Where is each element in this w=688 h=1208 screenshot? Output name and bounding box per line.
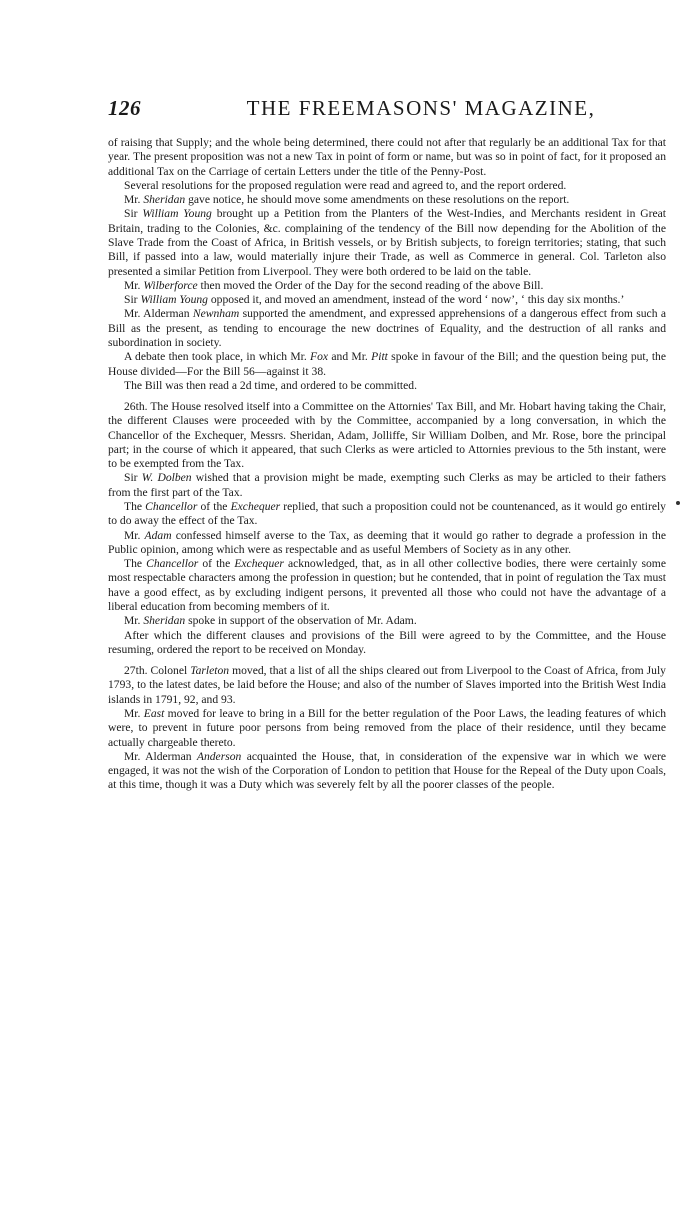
text-run: The xyxy=(124,500,146,514)
paragraph xyxy=(108,529,666,558)
article-body xyxy=(108,136,666,793)
text-run: moved for leave to bring in a Bill for the better regulation of the Poor Laws, the leading features of which were, to prevent in future poor persons from being removed from the place of their residence, until they became actually chargeable thereto. xyxy=(108,706,666,749)
text-run: Mr. xyxy=(124,706,144,720)
text-run: acknowledged, that, as in all other collective bodies, there were certainly some most respectable characters among the profession in question; but he contended, that in point of regulation the Tax must have a good effect, as by excluding indigent persons, it prevented all those who could not have the advantage of a liberal education from becoming members of it. xyxy=(108,557,666,613)
paragraph xyxy=(108,614,666,628)
text-run: The Bill was then read a 2d time, and ordered to be committed. xyxy=(124,378,417,392)
text-run: 27th. Colonel xyxy=(124,664,191,678)
text-run: Sir xyxy=(124,293,141,307)
paragraph xyxy=(108,136,666,179)
italic-name: Sheridan xyxy=(143,614,186,628)
italic-name: Exchequer xyxy=(234,557,284,571)
paragraph xyxy=(108,664,666,707)
text-run: wished that a provision might be made, exempting such Clerks as may be articled to their fathers from the first part of the Tax. xyxy=(108,471,666,499)
paragraph xyxy=(108,750,666,793)
text-run: gave notice, he should move some amendments on these resolutions on the report. xyxy=(185,193,570,207)
text-run: Mr. xyxy=(124,278,144,292)
text-run: Several resolutions for the proposed regulation were read and agreed to, and the report ordered. xyxy=(124,178,567,192)
text-run: 26th. The House resolved itself into a Committee on the Attornies' Tax Bill, and Mr. Hobart having taking the Chair, the different Clauses were proceeded with by the Committee, accompanied by a long conversation, in which the Chancellor of the Exchequer, Messrs. Sheridan, Adam, Jolliffe, Sir William Dolben, and Mr. Rose, bore the principal part; in the course of which it appeared, that such Clerks as were articled to Attornies previous to the 5th instant, were to be exempted from the Tax. xyxy=(108,400,666,471)
italic-name: Chancellor xyxy=(146,557,199,571)
italic-name: Tarleton xyxy=(190,664,230,678)
paragraph xyxy=(108,629,666,658)
page-header xyxy=(108,96,674,126)
text-run: brought up a Petition from the Planters of the West-Indies, and Merchants resident in Great Britain, trading to the Colonies, &c. complaining of the tendency of the Bill now depending for the Abolition of the Slave Trade from the Coast of Africa, in British vessels, or by British subjects, to foreign territories; stating, that such Bill, if passed into a law, would materially injure their Trade, as well as Commerce in general. Col. Tarleton also presented a similar Petition from Liverpool. They were both ordered to be laid on the table. xyxy=(108,207,666,278)
paragraph xyxy=(108,307,666,350)
text-run: of the xyxy=(198,557,235,571)
text-run: Sir xyxy=(124,207,143,221)
text-run: spoke in favour of the Bill; and the question being put, the House divided—For the Bill 56—against it 38. xyxy=(108,350,666,378)
paragraph xyxy=(108,400,666,471)
paragraph xyxy=(108,379,666,393)
text-run: moved, that a list of all the ships cleared out from Liverpool to the Coast of Africa, from July 1793, to the latest dates, be laid before the House; and also of the number of Slaves imported into the British West India islands in 1791, 92, and 93. xyxy=(108,664,666,706)
italic-name: William Young xyxy=(142,207,212,221)
text-run: of raising that Supply; and the whole being determined, there could not after that regularly be an additional Tax for that year. The present proposition was not a new Tax in point of form or name, but was so in point of fact, for it proposed an additional Tax on the Carriage of certain Letters under the title of the Penny-Post. xyxy=(108,136,666,178)
text-run: spoke in support of the observation of Mr. Adam. xyxy=(185,614,417,628)
italic-name: Adam xyxy=(144,528,172,542)
text-run: Mr. xyxy=(124,193,144,207)
italic-name: Wilberforce xyxy=(143,278,198,292)
italic-name: Newnham xyxy=(192,307,240,321)
text-run: acquainted the House, that, in consideration of the expensive war in which we were engaged, it was not the wish of the Corporation of London to petition that House for the Repeal of the Duty upon Coals, at this time, though it was a Duty which was severely felt by all the poorer classes of the people. xyxy=(108,749,666,792)
italic-name: Exchequer xyxy=(230,500,281,514)
paragraph xyxy=(108,179,666,193)
text-run: replied, that such a proposition could not be countenanced, as it would go entirely to do away the effect of the Tax. xyxy=(108,500,666,528)
text-run: Mr. xyxy=(124,614,144,628)
text-run: and Mr. xyxy=(328,350,372,364)
text-run: Mr. xyxy=(124,528,145,542)
text-run: then moved the Order of the Day for the second reading of the above Bill. xyxy=(197,278,544,292)
text-run: After which the different clauses and provisions of the Bill were agreed to by the Committee, and the House resuming, ordered the report to be received on Monday. xyxy=(108,628,666,656)
italic-name: Anderson xyxy=(196,749,242,763)
text-run: supported the amendment, and expressed apprehensions of a dangerous effect from such a Bill as the present, as tending to encourage the new doctrines of Equality, and the destruction of all ranks and subordination in society. xyxy=(108,307,666,349)
paragraph xyxy=(108,500,666,529)
text-run: of the xyxy=(197,500,231,514)
paragraph xyxy=(108,350,666,379)
italic-name: Pitt xyxy=(371,350,388,364)
running-title: THE FREEMASONS' MAGAZINE, xyxy=(246,96,596,120)
italic-name: Chancellor xyxy=(145,500,198,514)
paragraph xyxy=(108,207,666,278)
paragraph xyxy=(108,293,666,307)
italic-name: Sheridan xyxy=(143,193,186,207)
text-run: Sir xyxy=(124,471,142,485)
text-run: confessed himself averse to the Tax, as deeming that it would go rather to degrade a profession in the Public opinion, among which were as respectable and as useful Members of Society as in any other. xyxy=(108,528,666,556)
text-run: Mr. Alderman xyxy=(124,307,193,321)
italic-name: East xyxy=(143,706,165,720)
page-number: 126 xyxy=(108,96,141,120)
paragraph xyxy=(108,471,666,500)
paragraph xyxy=(108,557,666,614)
italic-name: Fox xyxy=(310,350,329,364)
text-run: A debate then took place, in which Mr. xyxy=(124,350,311,364)
text-run: The xyxy=(124,557,147,571)
text-run: opposed it, and moved an amendment, instead of the word ‘ now’, ‘ this day six months.’ xyxy=(207,293,625,307)
paragraph xyxy=(108,707,666,750)
italic-name: W. Dolben xyxy=(141,471,192,485)
text-run: Mr. Alderman xyxy=(124,749,197,763)
margin-mark xyxy=(676,501,680,505)
paragraph xyxy=(108,279,666,293)
paragraph xyxy=(108,193,666,207)
italic-name: William Young xyxy=(140,293,208,307)
